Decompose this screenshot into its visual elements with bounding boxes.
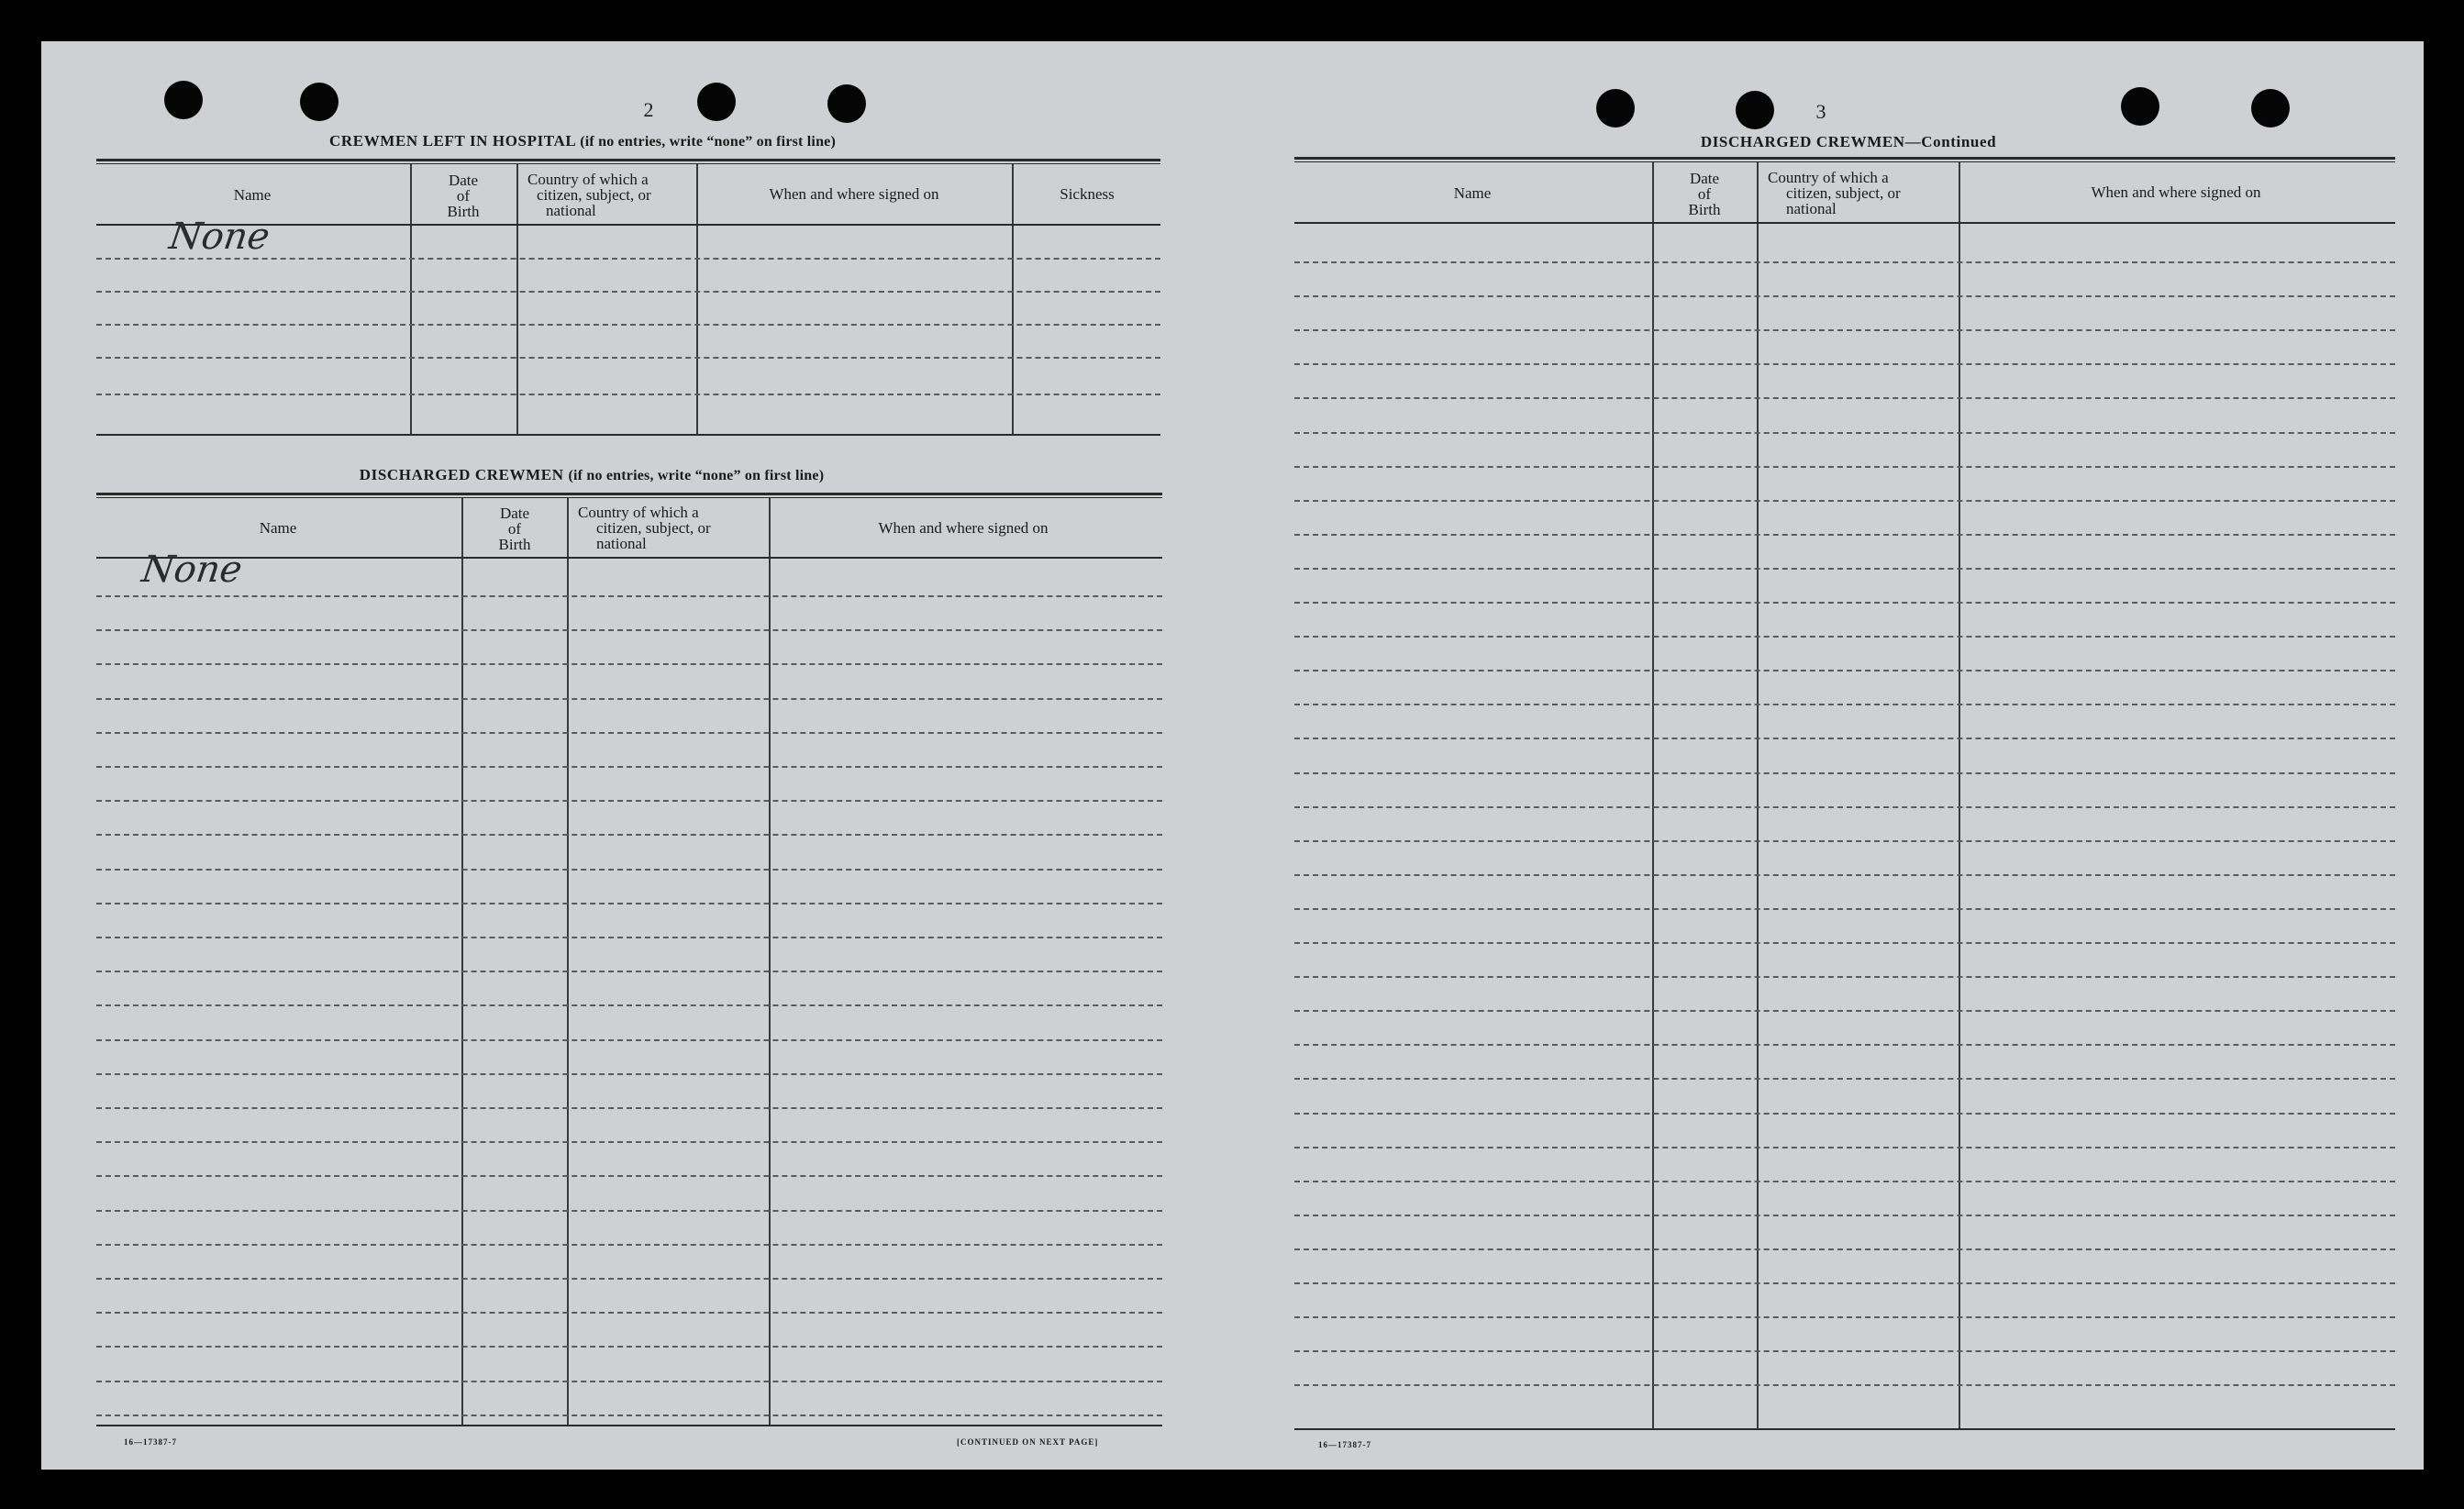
header-dob-line: of <box>456 187 471 205</box>
table-row-line <box>1294 1316 2395 1318</box>
header-country-line: Country of which a <box>1768 169 1889 186</box>
table-row-line <box>1294 670 2395 671</box>
table-row-line <box>1294 261 2395 263</box>
hospital-section-title <box>170 132 995 150</box>
table-row-line <box>96 903 1162 904</box>
hospital-row-line <box>96 324 1160 326</box>
hospital-header-name: Name <box>233 186 272 204</box>
table-row-line <box>96 629 1162 631</box>
table-row-line <box>1294 1113 2395 1115</box>
table-row-line <box>1294 1248 2395 1250</box>
hospital-row-line <box>96 394 1160 395</box>
table-row-line <box>96 869 1162 871</box>
table-row-line <box>96 1415 1162 1416</box>
table-row-line <box>1294 840 2395 842</box>
discharged-section-title <box>179 466 1004 484</box>
table-row-line <box>1294 942 2395 944</box>
punch-hole <box>300 83 339 121</box>
table-row-line <box>96 1381 1162 1382</box>
header-dob-line: Birth <box>1688 201 1721 218</box>
right-table-top-rule-thin <box>1294 161 2395 162</box>
header-country-line: citizen, subject, or <box>1786 184 1901 202</box>
hospital-header-signed: When and where signed on <box>769 185 939 203</box>
punch-hole <box>2251 89 2290 128</box>
table-row-line <box>96 834 1162 836</box>
table-row-line <box>96 663 1162 665</box>
table-row-line <box>1294 1350 2395 1352</box>
table-row-line <box>96 1210 1162 1212</box>
document-sheet <box>41 41 2424 1470</box>
table-row-line <box>1294 976 2395 978</box>
right-header-signed: When and where signed on <box>2091 183 2261 201</box>
discharged-title-note: (if no entries, write “none” on first line) <box>568 468 825 483</box>
table-row-line <box>96 1039 1162 1041</box>
discharged-header-country <box>578 505 766 551</box>
hospital-row-line <box>96 357 1160 359</box>
header-country-line: national <box>1786 200 1837 217</box>
discharged-table-top-rule-thin <box>96 497 1162 498</box>
table-row-line <box>96 766 1162 768</box>
hospital-title-text: CREWMEN LEFT IN HOSPITAL <box>329 132 576 150</box>
header-dob-line: of <box>507 520 522 538</box>
header-country-line: national <box>546 202 596 219</box>
discharged-title-text: DISCHARGED CREWMEN <box>359 466 564 483</box>
right-table-bottom-rule <box>1294 1428 2395 1430</box>
table-row-line <box>96 1175 1162 1177</box>
table-row-line <box>1294 772 2395 774</box>
table-row-line <box>1294 1181 2395 1182</box>
table-row-line <box>1294 363 2395 365</box>
table-row-line <box>1294 466 2395 468</box>
right-header-country <box>1768 170 1956 216</box>
punch-hole <box>164 81 203 119</box>
table-row-line <box>96 800 1162 802</box>
table-row-line <box>96 698 1162 700</box>
table-row-line <box>96 937 1162 938</box>
table-row-line <box>96 1107 1162 1109</box>
table-row-line <box>96 1004 1162 1006</box>
table-row-line <box>96 1278 1162 1280</box>
header-dob-line: Date <box>1689 170 1720 187</box>
table-row-line <box>96 732 1162 734</box>
hospital-title-note: (if no entries, write “none” on first line) <box>580 134 836 150</box>
table-row-line <box>1294 500 2395 502</box>
hospital-table-bottom-rule <box>96 434 1160 436</box>
table-row-line <box>96 595 1162 597</box>
header-dob-line: Date <box>499 505 530 522</box>
table-row-line <box>1294 602 2395 604</box>
header-country-line: citizen, subject, or <box>537 186 651 204</box>
header-dob-line: Birth <box>498 536 531 553</box>
table-row-line <box>1294 806 2395 808</box>
right-header-dob <box>1654 171 1755 217</box>
right-col-divider <box>1959 162 1960 1430</box>
discharged-handwritten-entry: None <box>139 549 245 591</box>
table-row-line <box>1294 1078 2395 1080</box>
table-row-line <box>1294 874 2395 876</box>
form-number-left: 16—17387-7 <box>124 1437 177 1447</box>
punch-hole <box>1736 91 1774 129</box>
table-row-line <box>1294 1215 2395 1216</box>
table-row-line <box>96 1312 1162 1314</box>
table-row-line <box>1294 329 2395 331</box>
right-section-title: DISCHARGED CREWMEN—Continued <box>1700 133 1997 150</box>
punch-hole <box>2121 87 2159 126</box>
hospital-header-sickness: Sickness <box>1060 185 1115 203</box>
discharged-header-name: Name <box>259 519 297 537</box>
table-row-line <box>96 1141 1162 1143</box>
table-row-line <box>1294 397 2395 399</box>
discharged-col-divider <box>461 498 463 1426</box>
table-row-line <box>1294 295 2395 297</box>
discharged-header-dob <box>463 505 566 552</box>
table-row-line <box>1294 704 2395 705</box>
table-row-line <box>1294 1147 2395 1148</box>
header-dob-line: Birth <box>447 203 480 220</box>
table-row-line <box>1294 908 2395 910</box>
header-country-line: Country of which a <box>578 504 699 521</box>
table-row-line <box>1294 636 2395 638</box>
table-row-line <box>1294 1282 2395 1284</box>
right-header-name: Name <box>1453 184 1492 202</box>
discharged-col-divider <box>567 498 569 1426</box>
header-dob-line: Date <box>448 172 479 189</box>
right-header-underline <box>1294 222 2395 224</box>
discharged-table-top-rule <box>96 493 1162 495</box>
hospital-header-country <box>527 172 697 218</box>
discharged-table-bottom-rule <box>96 1425 1162 1426</box>
discharged-col-divider <box>769 498 771 1426</box>
discharged-header-signed: When and where signed on <box>878 519 1049 537</box>
hospital-table-top-rule-thin <box>96 163 1160 164</box>
header-dob-line: of <box>1697 185 1712 203</box>
right-table-top-rule <box>1294 157 2395 160</box>
right-col-divider <box>1757 162 1759 1430</box>
table-row-line <box>96 1073 1162 1075</box>
table-row-line <box>96 971 1162 972</box>
discharged-header-underline <box>96 557 1162 559</box>
punch-hole <box>827 84 866 123</box>
table-row-line <box>1294 1044 2395 1046</box>
table-row-line <box>1294 534 2395 536</box>
table-row-line <box>1294 1384 2395 1386</box>
page-number-right: 3 <box>1815 100 1826 123</box>
header-country-line: national <box>596 535 647 552</box>
form-number-right: 16—17387-7 <box>1318 1440 1371 1449</box>
hospital-row-line <box>96 258 1160 260</box>
header-country-line: citizen, subject, or <box>596 519 711 537</box>
continued-note: [CONTINUED ON NEXT PAGE] <box>957 1437 1099 1447</box>
punch-hole <box>1596 89 1635 128</box>
table-row-line <box>96 1244 1162 1246</box>
table-row-line <box>1294 568 2395 570</box>
table-row-line <box>1294 1010 2395 1012</box>
table-row-line <box>1294 738 2395 739</box>
hospital-row-line <box>96 291 1160 293</box>
page-number-left: 2 <box>643 98 654 121</box>
table-row-line <box>1294 432 2395 434</box>
punch-hole <box>697 83 736 121</box>
header-country-line: Country of which a <box>527 171 649 188</box>
hospital-header-dob <box>412 172 515 219</box>
hospital-table-top-rule <box>96 159 1160 161</box>
right-col-divider <box>1652 162 1654 1430</box>
hospital-handwritten-entry: None <box>166 216 272 258</box>
table-row-line <box>96 1346 1162 1348</box>
